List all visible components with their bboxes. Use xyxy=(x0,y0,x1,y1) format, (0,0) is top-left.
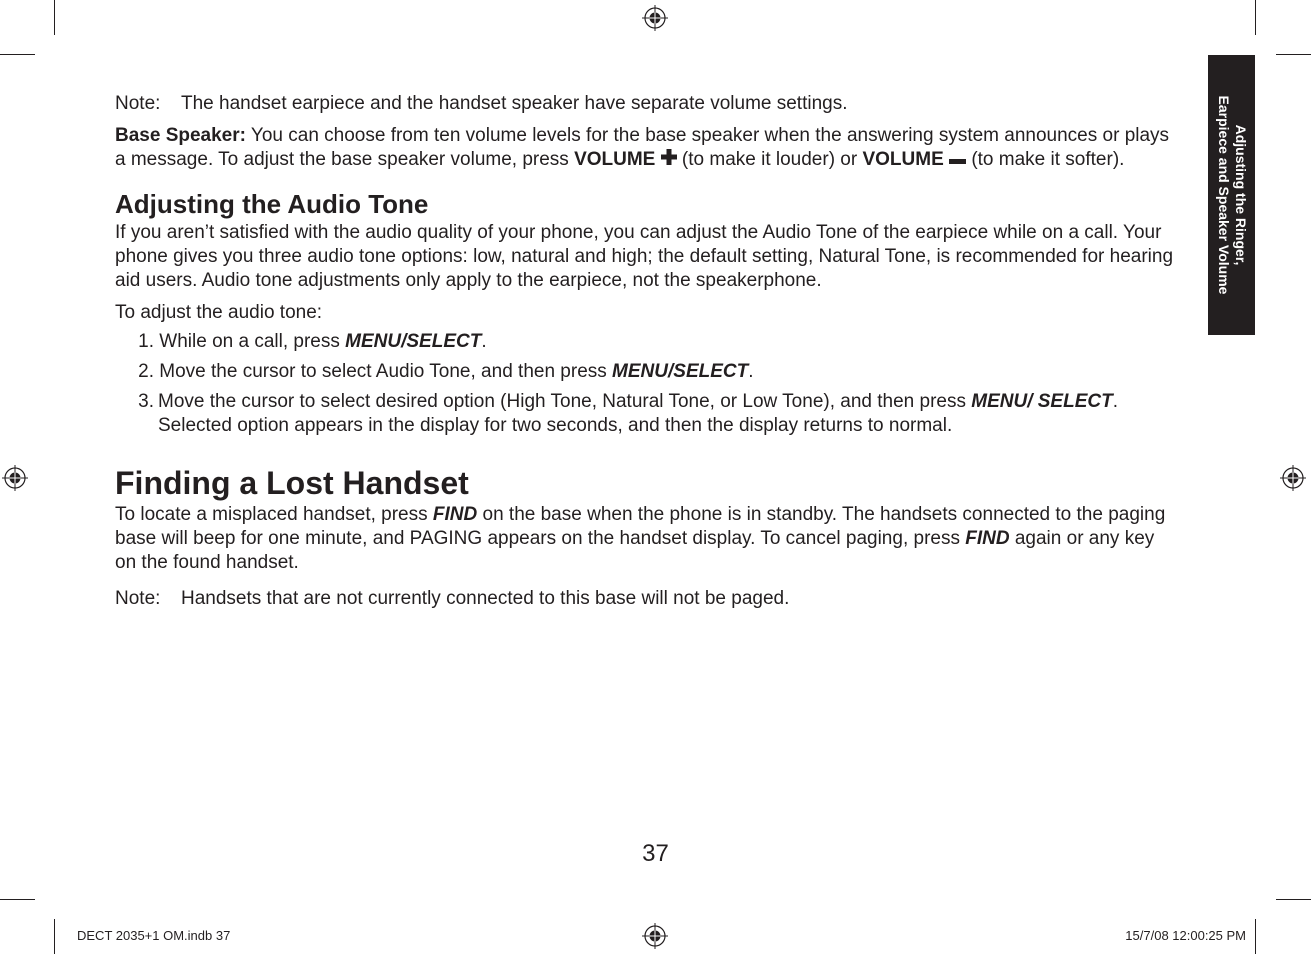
volume-key-label: VOLUME xyxy=(574,149,656,171)
section-tab-text xyxy=(1215,55,1249,335)
registration-mark-icon xyxy=(642,5,668,31)
crop-mark xyxy=(1276,54,1311,55)
audio-tone-intro: To adjust the audio tone: xyxy=(115,302,323,324)
step-number: 1. xyxy=(138,331,154,353)
crop-mark xyxy=(54,0,55,35)
menu-select-key-label: MENU/ SELECT xyxy=(971,391,1113,413)
lost-handset-text: again or any key on the found handset. xyxy=(115,528,1155,574)
find-key-label: FIND xyxy=(965,528,1010,550)
plus-icon xyxy=(661,148,677,172)
step-text-pre: Move the cursor to select desired option (High Tone, Natural Tone, or Low Tone), and then press xyxy=(158,391,972,413)
note-label: Note: xyxy=(115,588,161,610)
menu-select-key-label: MENU/SELECT xyxy=(612,361,749,383)
note-earpiece xyxy=(115,92,1175,116)
note-text: The handset earpiece and the handset speaker have separate volume settings. xyxy=(181,93,848,114)
crop-mark xyxy=(0,899,35,900)
crop-mark xyxy=(1276,899,1311,900)
step-text-post: . xyxy=(481,331,487,353)
volume-key-label: VOLUME xyxy=(862,149,944,171)
page-number: 37 xyxy=(642,840,669,867)
audio-tone-paragraph: If you aren’t satisfied with the audio quality of your phone, you can adjust the Audio Tone of the earpiece while on a call. Your phone gives you three audio tone options: low, natural and high; the default setting, Natural Tone, is recommended for hearing aid users. Audio tone adjustments only apply to the earpiece, not the speakerphone. xyxy=(115,222,1174,292)
print-slug-left: DECT 2035+1 OM.indb 37 xyxy=(77,928,231,943)
lost-handset-paragraph xyxy=(115,503,1175,575)
menu-select-key-label: MENU/SELECT xyxy=(345,331,482,353)
crop-mark xyxy=(54,919,55,954)
step-text xyxy=(154,390,1175,438)
registration-mark-icon xyxy=(642,923,668,949)
print-slug-right: 15/7/08 12:00:25 PM xyxy=(1125,928,1246,943)
step-number: 2. xyxy=(138,361,154,383)
step-text-post: . Selected option appears in the display for two seconds, and then the display returns to normal. xyxy=(158,391,1118,437)
crop-mark xyxy=(1255,0,1256,35)
base-speaker-paragraph xyxy=(115,124,1175,172)
note-text: Handsets that are not currently connected to this base will not be paged. xyxy=(181,588,790,610)
base-speaker-text: You can choose from ten volume levels for the base speaker when the answering system announces or plays a message. To adjust the base speaker volume, press xyxy=(115,125,1170,171)
audio-tone-steps xyxy=(115,330,1175,438)
step-text xyxy=(154,330,487,354)
step-text-pre: Move the cursor to select Audio Tone, and then press xyxy=(159,361,613,383)
note-label: Note: xyxy=(115,93,161,114)
crop-mark xyxy=(1255,919,1256,954)
section-tab-line2: Earpiece and Speaker Volume xyxy=(1215,95,1232,295)
note-paging xyxy=(115,587,1175,611)
section-tab xyxy=(1208,55,1255,335)
lost-handset-heading: Finding a Lost Handset xyxy=(115,465,469,502)
step-number: 3. xyxy=(138,391,154,413)
list-item xyxy=(115,360,1175,384)
registration-mark-icon xyxy=(2,465,28,491)
step-text xyxy=(154,360,754,384)
base-speaker-label: Base Speaker: xyxy=(115,125,246,146)
list-item xyxy=(115,330,1175,354)
page-content xyxy=(115,92,1175,611)
base-speaker-text: (to make it softer). xyxy=(966,149,1125,171)
section-tab-line1: Adjusting the Ringer, xyxy=(1232,124,1249,266)
audio-tone-heading: Adjusting the Audio Tone xyxy=(115,189,429,220)
lost-handset-text: on the base when the phone is in standby. The handsets connected to the paging base will beep for one minute, and PAGING appears on the handset display. To cancel paging, press xyxy=(115,504,1166,550)
minus-icon xyxy=(949,148,966,172)
crop-mark xyxy=(0,54,35,55)
base-speaker-text: (to make it louder) or xyxy=(676,149,863,171)
find-key-label: FIND xyxy=(432,504,478,526)
step-text-pre: While on a call, press xyxy=(159,331,346,353)
registration-mark-icon xyxy=(1280,465,1306,491)
list-item xyxy=(115,390,1175,438)
lost-handset-text: To locate a misplaced handset, press xyxy=(115,504,433,526)
step-text-post: . xyxy=(748,361,754,383)
